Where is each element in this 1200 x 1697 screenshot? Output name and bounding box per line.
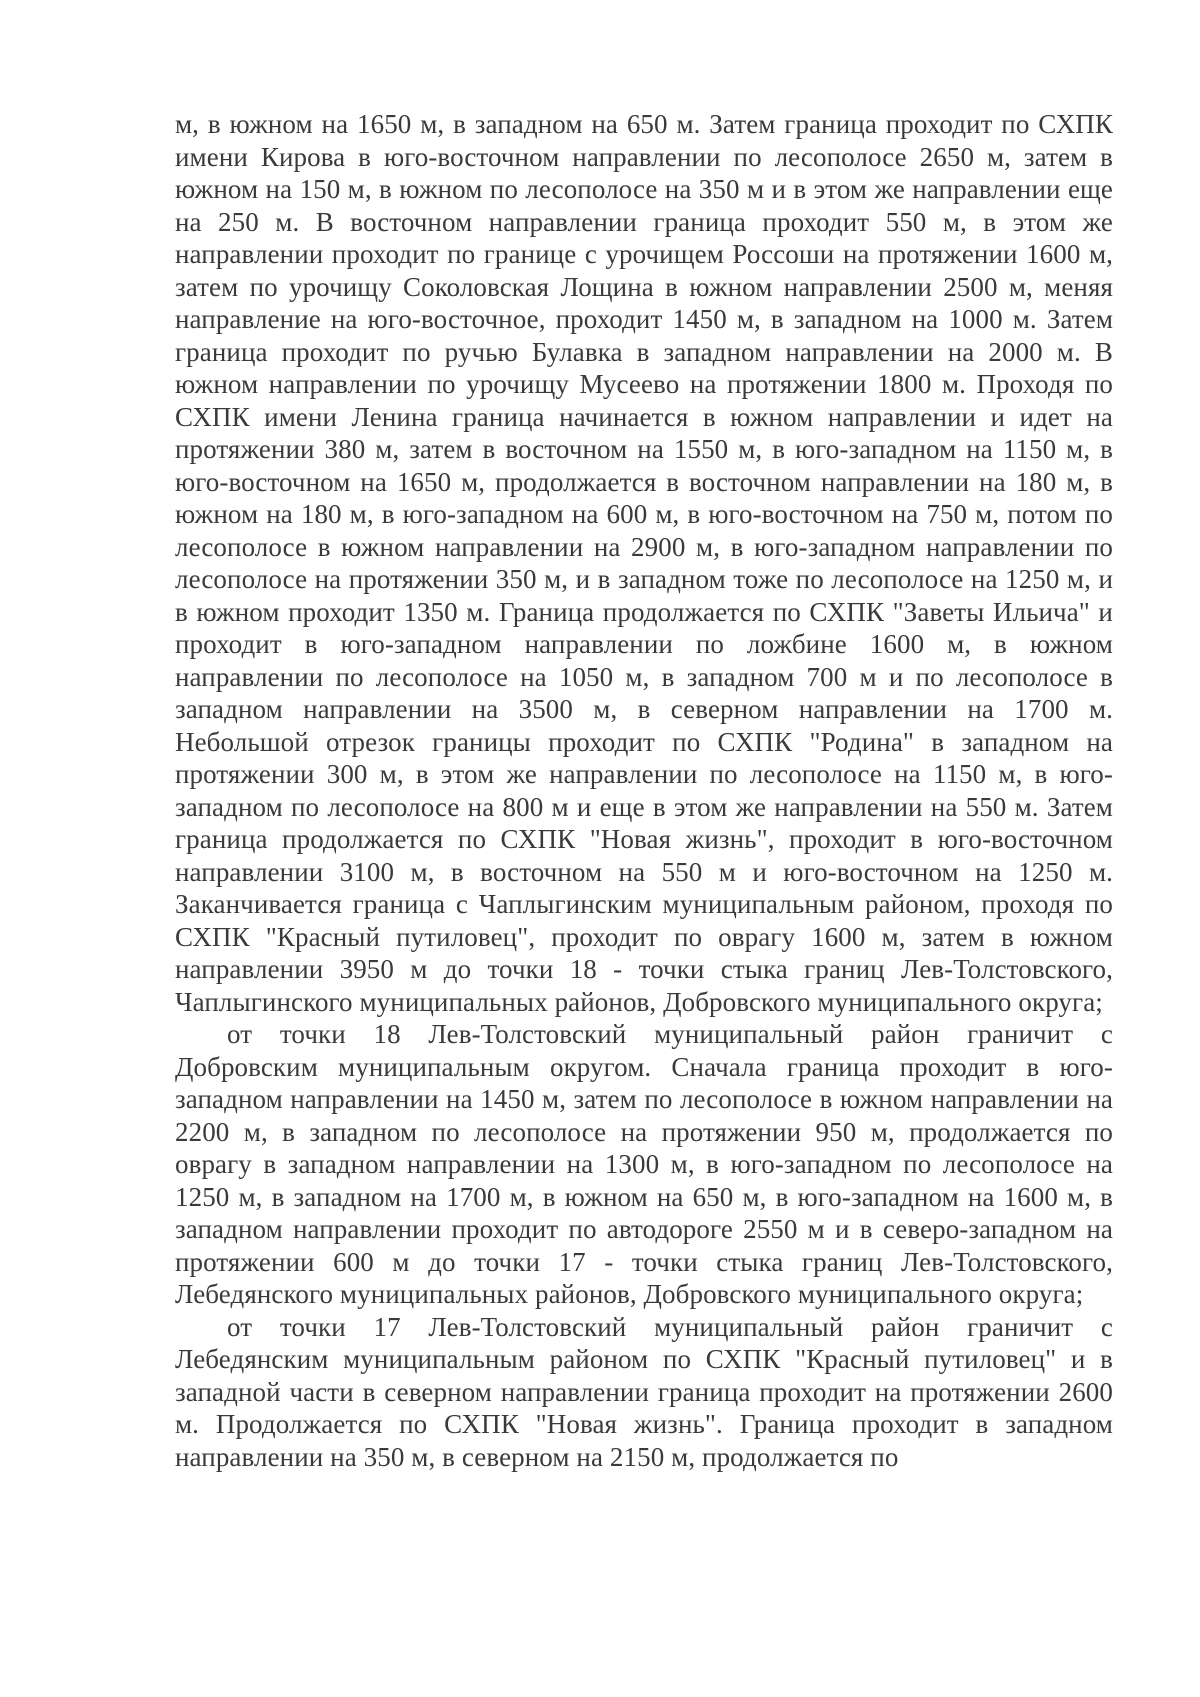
paragraph-boundary-dobrovsky: от точки 18 Лев-Толстовский муниципальный район граничит с Добровским муниципальным округом. Сначала граница проходит в юго-западном направлении на 1450 м, затем по лесополосе в южном направлении на 2200 м, в западном по лесополосе на протяжении 950 м, продолжается по оврагу в западном направлении на 1300 м, в юго-западном по лесополосе на 1250 м, в западном на 1700 м, в южном на 650 м, в юго-западном на 1600 м, в западном направлении проходит по автодороге 2550 м и в северо-западном на протяжении 600 м до точки 17 - точки стыка границ Лев-Толстовского, Лебедянского муниципальных районов, Добровского муниципального округа; xyxy=(175,1019,1113,1309)
paragraph-boundary-lebedyan: от точки 17 Лев-Толстовский муниципальный район граничит с Лебедянским муниципальным районом по СХПК "Красный путиловец" и в западной части в северном направлении граница проходит на протяжении 2600 м. Продолжается по СХПК "Новая жизнь". Граница проходит в западном направлении на 350 м, в северном на 2150 м, продолжается по xyxy=(175,1311,1113,1472)
document-body xyxy=(175,108,1113,1473)
paragraph-boundary-chaplygin: м, в южном на 1650 м, в западном на 650 м. Затем граница проходит по СХПК имени Кирова в юго-восточном направлении по лесополосе 2650 м, затем в южном на 150 м, в южном по лесополосе на 350 м и в этом же направлении еще на 250 м. В восточном направлении граница проходит 550 м, в этом же направлении проходит по границе с урочищем Россоши на протяжении 1600 м, затем по урочищу Соколовская Лощина в южном направлении 2500 м, меняя направление на юго-восточное, проходит 1450 м, в западном на 1000 м. Затем граница проходит по ручью Булавка в западном направлении на 2000 м. В южном направлении по урочищу Мусеево на протяжении 1800 м. Проходя по СХПК имени Ленина граница начинается в южном направлении и идет на протяжении 380 м, затем в восточном на 1550 м, в юго-западном на 1150 м, в юго-восточном на 1650 м, продолжается в восточном направлении на 180 м, в южном на 180 м, в юго-западном на 600 м, в юго-восточном на 750 м, потом по лесополосе в южном направлении на 2900 м, в юго-западном направлении по лесополосе на протяжении 350 м, и в западном тоже по лесополосе на 1250 м, и в южном проходит 1350 м. Граница продолжается по СХПК "Заветы Ильича" и проходит в юго-западном направлении по ложбине 1600 м, в южном направлении по лесополосе на 1050 м, в западном 700 м и по лесополосе в западном направлении на 3500 м, в северном направлении на 1700 м. Небольшой отрезок границы проходит по СХПК "Родина" в западном на протяжении 300 м, в этом же направлении по лесополосе на 1150 м, в юго-западном по лесополосе на 800 м и еще в этом же направлении на 550 м. Затем граница продолжается по СХПК "Новая жизнь", проходит в юго-восточном направлении 3100 м, в восточном на 550 м и юго-восточном на 1250 м. Заканчивается граница с Чаплыгинским муниципальным районом, проходя по СХПК "Красный путиловец", проходит по оврагу 1600 м, затем в южном направлении 3950 м до точки 18 - точки стыка границ Лев-Толстовского, Чаплыгинского муниципальных районов, Добровского муниципального округа; xyxy=(175,109,1113,1017)
